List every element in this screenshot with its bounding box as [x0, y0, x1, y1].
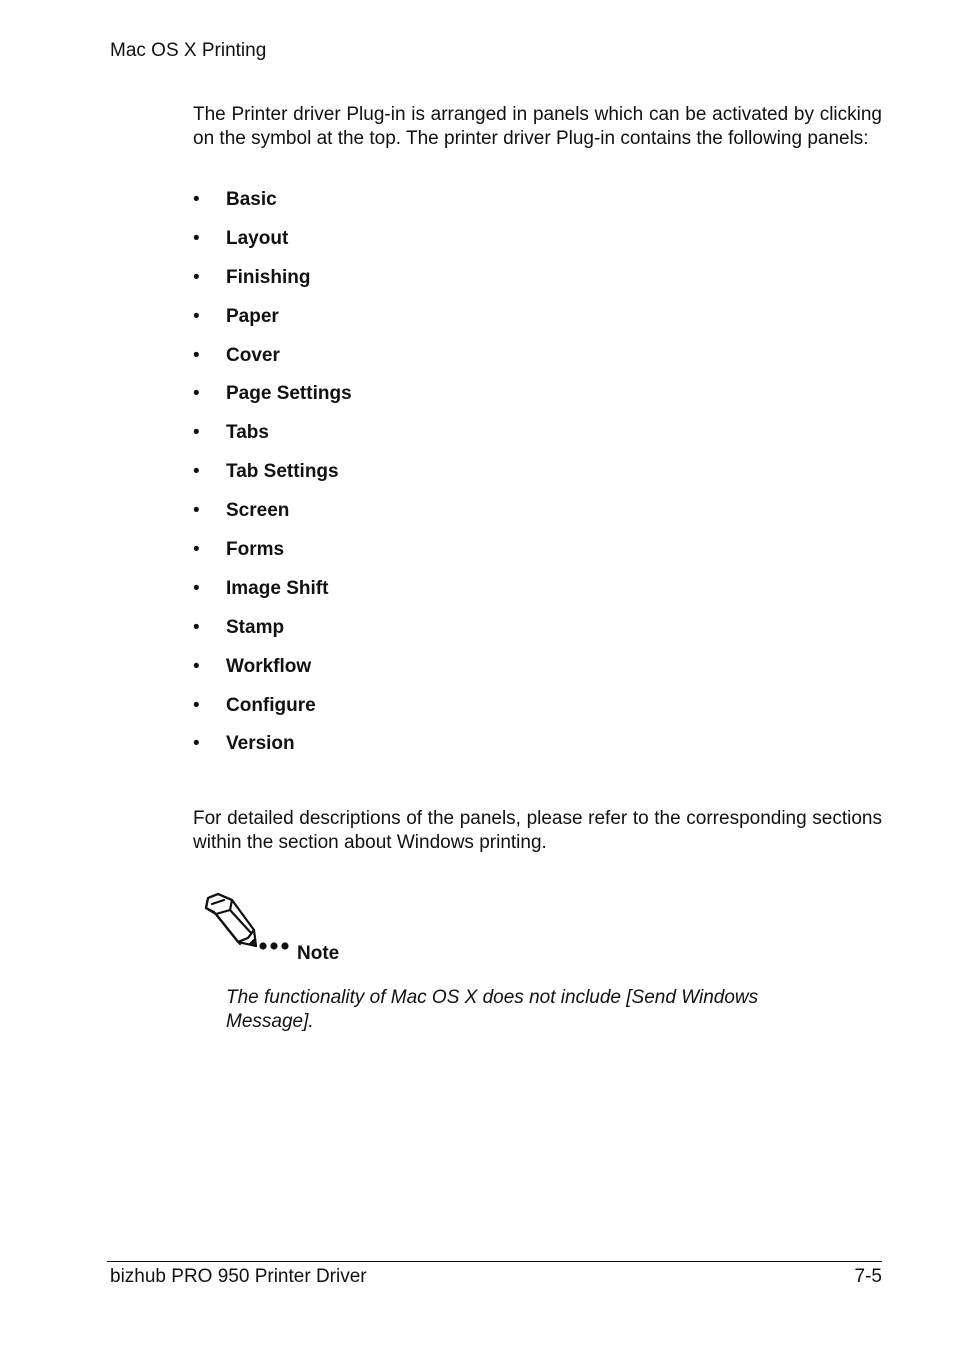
list-item: [193, 421, 352, 460]
list-item: [193, 732, 352, 771]
bullet-icon: •: [193, 305, 200, 327]
panel-label: Workflow: [226, 655, 312, 677]
bullet-icon: •: [193, 500, 200, 522]
note-label: Note: [297, 943, 340, 964]
pencil-note-icon: [202, 890, 294, 956]
note-heading: [202, 890, 402, 970]
panel-label: Forms: [226, 539, 285, 561]
note-text: The functionality of Mac OS X does not include [Send Windows Message].: [226, 987, 759, 1032]
panel-label: Image Shift: [226, 577, 329, 599]
panel-label: Version: [226, 733, 295, 755]
list-item: [193, 266, 352, 305]
list-item: [193, 344, 352, 383]
list-item: [193, 382, 352, 421]
list-item: [193, 499, 352, 538]
panel-label: Cover: [226, 344, 280, 366]
panel-label: Page Settings: [226, 383, 352, 405]
list-item: [193, 655, 352, 694]
bullet-icon: •: [193, 461, 200, 483]
list-item: [193, 616, 352, 655]
bullet-icon: •: [193, 539, 200, 561]
panel-label: Configure: [226, 694, 316, 716]
list-item: [193, 538, 352, 577]
intro-paragraph-container: [193, 103, 882, 151]
bullet-icon: •: [193, 422, 200, 444]
list-item: [193, 188, 352, 227]
panel-label: Stamp: [226, 616, 285, 638]
panel-label: Layout: [226, 227, 289, 249]
footer-page-number: 7-5: [854, 1266, 882, 1287]
running-header-title: Mac OS X Printing: [110, 40, 267, 61]
footer-divider: [107, 1261, 882, 1262]
list-item: [193, 460, 352, 499]
bullet-icon: •: [193, 577, 200, 599]
bullet-icon: •: [193, 616, 200, 638]
list-item: [193, 694, 352, 733]
intro-paragraph: The Printer driver Plug-in is arranged in panels which can be activated by clicking on the symbol at the top. The printer driver Plug-in contains the following panels:: [193, 104, 882, 149]
bullet-icon: •: [193, 266, 200, 288]
detail-paragraph-container: [193, 807, 882, 855]
list-item: [193, 227, 352, 266]
bullet-icon: •: [193, 344, 200, 366]
list-item: [193, 577, 352, 616]
bullet-icon: •: [193, 227, 200, 249]
panel-label: Tab Settings: [226, 461, 339, 483]
bullet-icon: •: [193, 694, 200, 716]
panel-label: Screen: [226, 500, 290, 522]
panel-list: [193, 188, 352, 771]
list-item: [193, 305, 352, 344]
panel-label: Basic: [226, 189, 277, 210]
bullet-icon: •: [193, 383, 200, 405]
panel-label: Paper: [226, 305, 279, 327]
footer-product-name: bizhub PRO 950 Printer Driver: [110, 1266, 367, 1287]
bullet-icon: •: [193, 733, 200, 755]
bullet-icon: •: [193, 655, 200, 677]
panel-label: Tabs: [226, 422, 269, 444]
bullet-icon: •: [193, 189, 200, 210]
panel-label: Finishing: [226, 266, 311, 288]
detail-paragraph: For detailed descriptions of the panels, please refer to the corresponding sections within the section about Windows printing.: [193, 808, 882, 853]
